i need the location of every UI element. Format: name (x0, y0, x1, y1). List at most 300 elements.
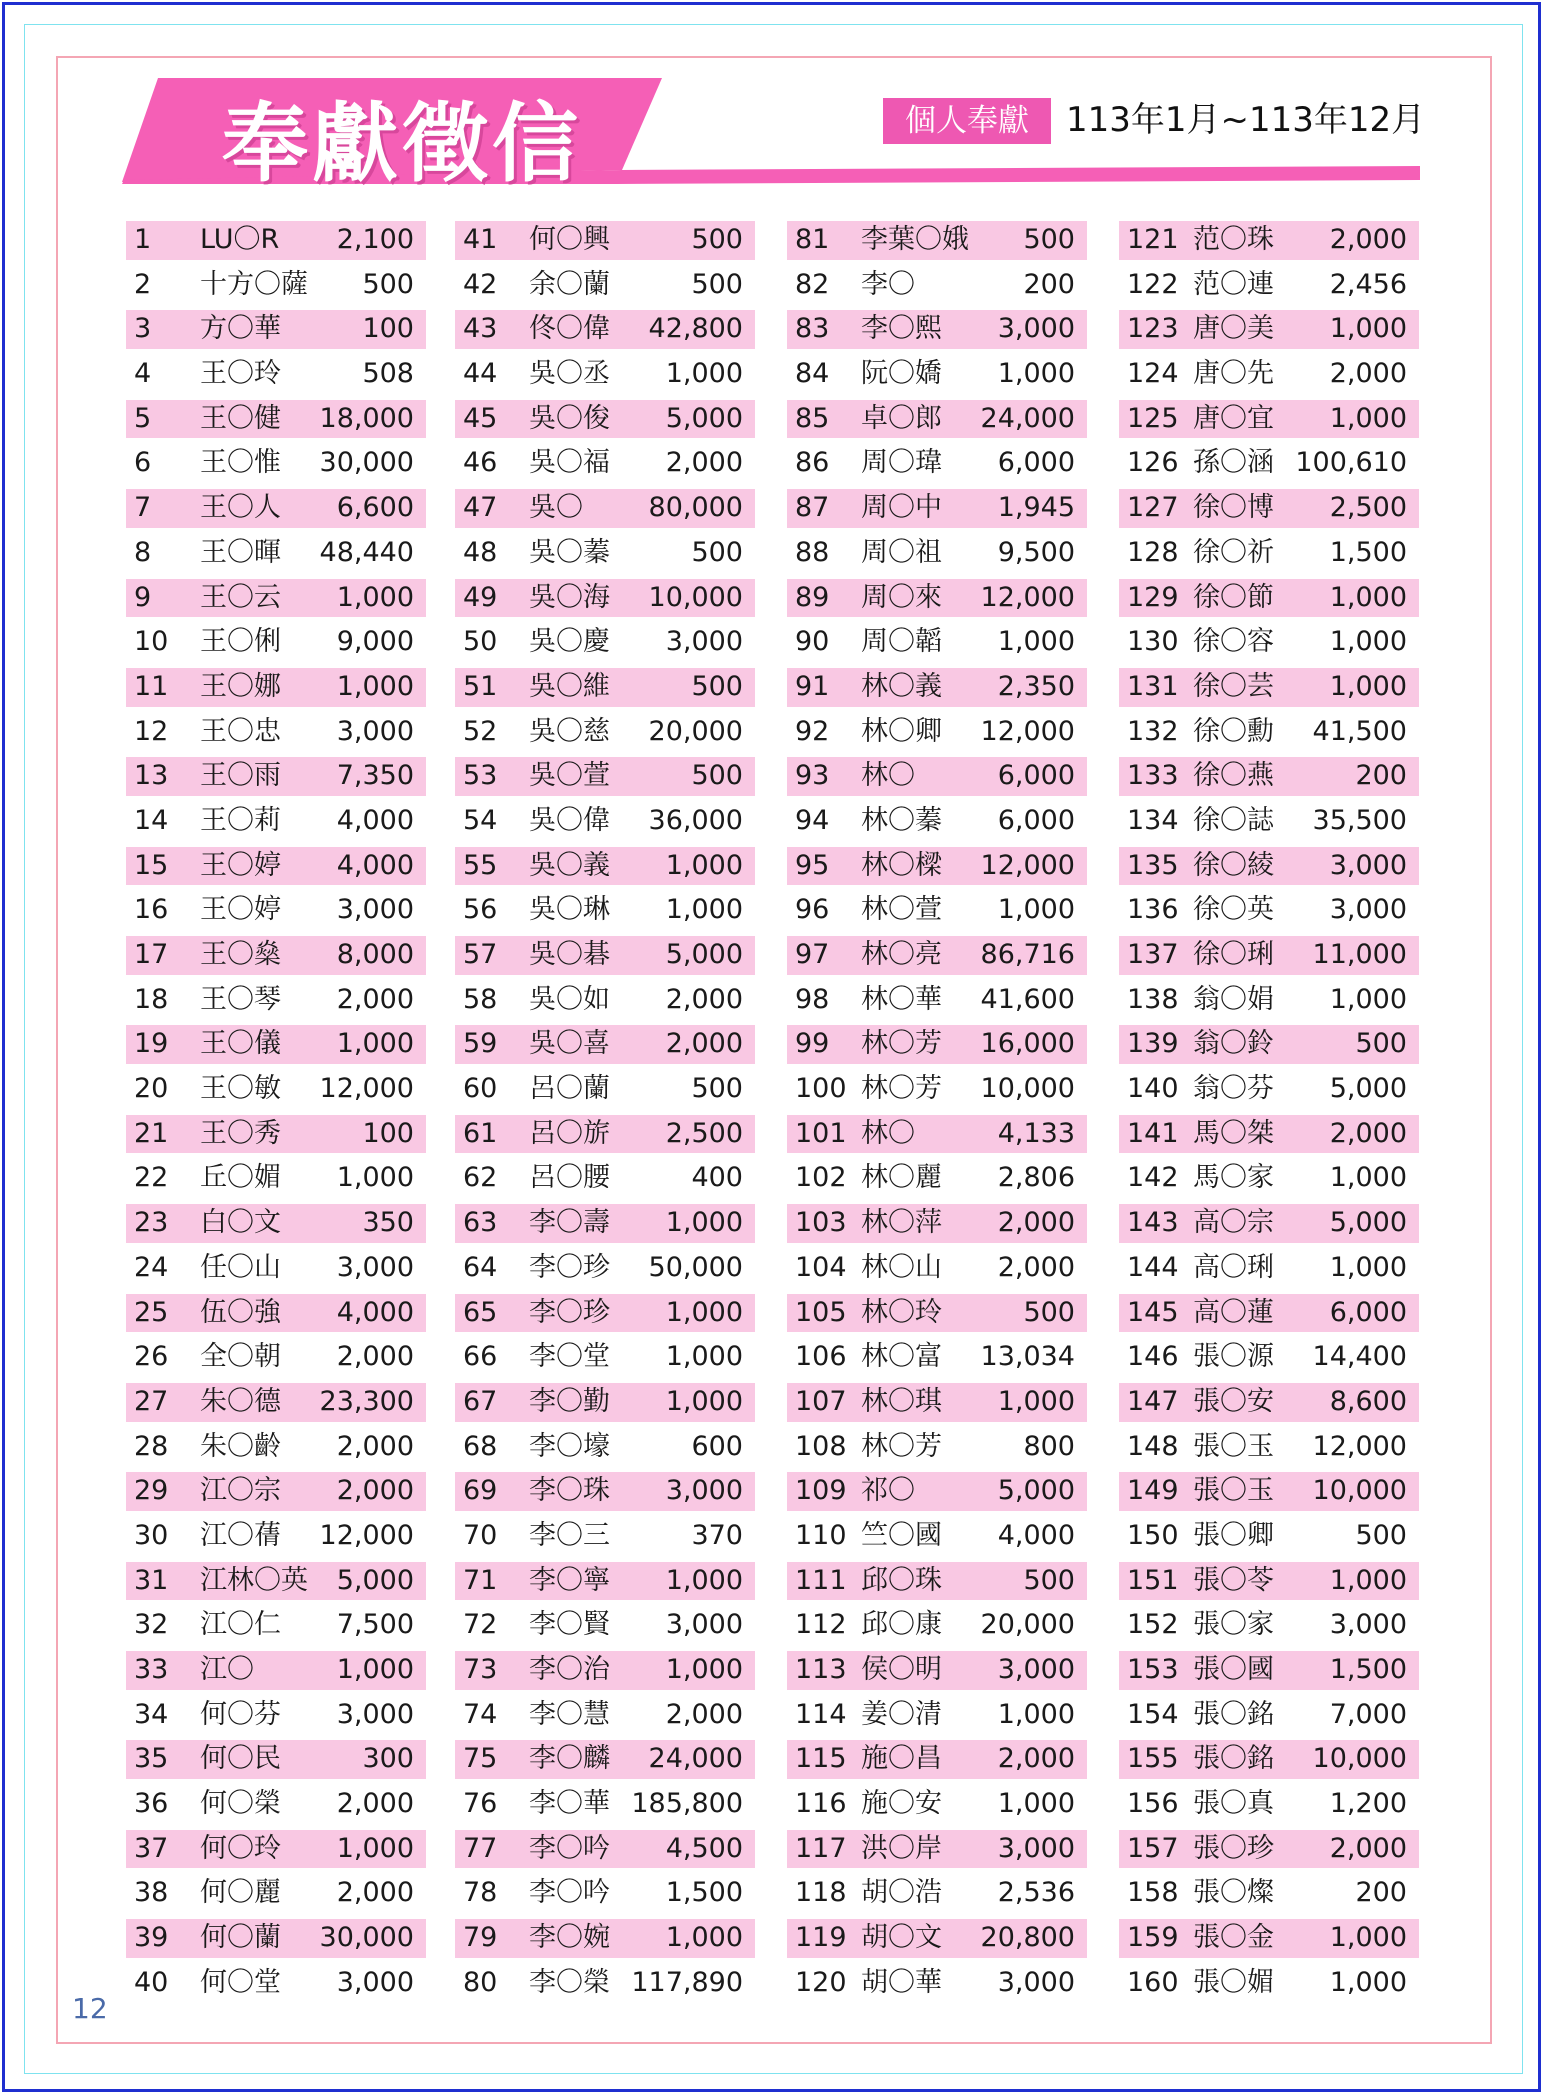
donor-row (455, 1335, 755, 1380)
donor-name: 吳〇海 (529, 581, 610, 613)
donation-amount: 5,000 (665, 402, 743, 434)
donation-amount: 2,000 (665, 1698, 743, 1730)
donor-row (1119, 1961, 1419, 2006)
donor-name: 林〇琪 (861, 1385, 942, 1417)
donor-number: 148 (1127, 1430, 1179, 1462)
donor-number: 35 (134, 1743, 169, 1775)
donor-number: 10 (134, 626, 169, 658)
donor-number: 4 (134, 358, 152, 390)
donation-amount: 1,000 (665, 849, 743, 881)
donor-number: 131 (1127, 670, 1179, 702)
donation-amount: 500 (691, 536, 743, 568)
donor-number: 84 (795, 358, 830, 390)
donation-amount: 2,000 (665, 447, 743, 479)
donor-name: 王〇莉 (200, 804, 281, 836)
donor-name: 何〇榮 (200, 1788, 281, 1820)
donor-row (455, 1156, 755, 1201)
donation-amount: 1,200 (1329, 1788, 1407, 1820)
donor-row (455, 1201, 755, 1246)
donation-amount: 3,000 (336, 894, 414, 926)
donation-amount: 3,000 (997, 1832, 1075, 1864)
donor-name: 邱〇珠 (861, 1564, 942, 1596)
donation-amount: 3,000 (665, 1475, 743, 1507)
donation-amount: 200 (1355, 760, 1407, 792)
donor-row (1119, 397, 1419, 442)
donor-name: 李〇吟 (529, 1877, 610, 1909)
donation-amount: 2,100 (336, 224, 414, 255)
donor-row (126, 352, 426, 397)
donor-name: 張〇玉 (1193, 1430, 1274, 1462)
donor-row (126, 1514, 426, 1559)
donor-number: 115 (795, 1743, 847, 1775)
donor-row (126, 665, 426, 710)
donation-amount: 1,000 (997, 1385, 1075, 1417)
donation-amount: 2,000 (336, 1877, 414, 1909)
donor-number: 154 (1127, 1698, 1179, 1730)
donor-row (455, 1246, 755, 1291)
donor-name: 周〇祖 (861, 536, 942, 568)
donor-row (787, 1425, 1087, 1470)
donor-number: 91 (795, 670, 830, 702)
donor-row (787, 1469, 1087, 1514)
donor-name: 張〇苓 (1193, 1564, 1274, 1596)
donation-amount: 1,000 (665, 1654, 743, 1685)
donor-row (126, 1827, 426, 1872)
donor-name: 翁〇娟 (1193, 983, 1274, 1015)
donor-number: 98 (795, 983, 830, 1015)
donor-name: 吳〇丞 (529, 358, 610, 390)
donation-amount: 2,000 (336, 1430, 414, 1462)
donation-amount: 3,000 (336, 1251, 414, 1283)
donor-number: 78 (463, 1877, 498, 1909)
donor-row (455, 1514, 755, 1559)
donation-amount: 1,000 (665, 1922, 743, 1954)
donation-amount: 1,000 (336, 1654, 414, 1685)
donor-number: 46 (463, 447, 498, 479)
donation-amount: 1,000 (336, 1162, 414, 1194)
donation-amount: 1,000 (1329, 1966, 1407, 1998)
donor-row (126, 933, 426, 978)
donor-row (126, 531, 426, 576)
donor-number: 94 (795, 804, 830, 836)
donation-amount: 2,000 (997, 1207, 1075, 1239)
donor-row (1119, 576, 1419, 621)
donation-amount: 3,000 (665, 626, 743, 658)
donor-name: 王〇儀 (200, 1028, 281, 1060)
donor-row (455, 665, 755, 710)
donor-number: 153 (1127, 1654, 1179, 1685)
donor-number: 109 (795, 1475, 847, 1507)
donation-amount: 2,350 (997, 670, 1075, 702)
donor-number: 144 (1127, 1251, 1179, 1283)
donor-row (787, 1871, 1087, 1916)
donation-amount: 500 (1355, 1519, 1407, 1551)
donation-amount: 3,000 (997, 1654, 1075, 1685)
donation-amount: 100 (362, 1117, 414, 1149)
donor-row (126, 1961, 426, 2006)
donor-name: 李〇珠 (529, 1475, 610, 1507)
donor-row (455, 1693, 755, 1738)
donor-name: 竺〇國 (861, 1519, 942, 1551)
donor-name: 徐〇勳 (1193, 715, 1274, 747)
donor-number: 157 (1127, 1832, 1179, 1864)
donor-name: 吳〇義 (529, 849, 610, 881)
donor-row (787, 218, 1087, 263)
donor-name: 李〇三 (529, 1519, 610, 1551)
donor-name: 吳〇維 (529, 670, 610, 702)
donation-amount: 500 (1355, 1028, 1407, 1060)
donation-amount: 3,000 (997, 313, 1075, 345)
donation-amount: 86,716 (980, 939, 1075, 970)
donor-name: 李〇寧 (529, 1564, 610, 1596)
donation-amount: 4,000 (336, 849, 414, 881)
donation-amount: 8,000 (336, 939, 414, 970)
donor-name: 胡〇華 (861, 1966, 942, 1998)
donation-amount: 1,000 (1329, 1564, 1407, 1596)
donor-name: 吳〇喜 (529, 1028, 610, 1060)
donor-name: 周〇中 (861, 492, 942, 524)
donor-number: 27 (134, 1385, 169, 1417)
donor-number: 64 (463, 1251, 498, 1283)
donor-row (1119, 620, 1419, 665)
donor-number: 44 (463, 358, 498, 390)
donor-name: 徐〇節 (1193, 581, 1274, 613)
donor-number: 36 (134, 1788, 169, 1820)
donor-row (1119, 1693, 1419, 1738)
donor-name: 王〇俐 (200, 626, 281, 658)
donor-name: 吳〇如 (529, 983, 610, 1015)
donor-number: 134 (1127, 804, 1179, 836)
donor-number: 60 (463, 1073, 498, 1105)
donation-amount: 2,806 (997, 1162, 1075, 1194)
donation-amount: 200 (1355, 1877, 1407, 1909)
donor-number: 9 (134, 581, 152, 613)
donor-name: 翁〇鈴 (1193, 1028, 1274, 1060)
donor-name: 林〇萍 (861, 1207, 942, 1239)
donor-number: 139 (1127, 1028, 1179, 1060)
donor-row (455, 1871, 755, 1916)
donor-row (787, 1335, 1087, 1380)
donor-number: 110 (795, 1519, 847, 1551)
donation-amount: 185,800 (631, 1788, 743, 1820)
donor-number: 156 (1127, 1788, 1179, 1820)
donation-amount: 1,000 (997, 358, 1075, 390)
donor-name: 林〇芳 (861, 1430, 942, 1462)
donor-number: 121 (1127, 224, 1179, 255)
donor-row (787, 620, 1087, 665)
donor-row (126, 486, 426, 531)
donation-amount: 3,000 (336, 1698, 414, 1730)
donation-amount: 12,000 (1312, 1430, 1407, 1462)
donor-row (787, 1067, 1087, 1112)
donation-amount: 6,000 (1329, 1296, 1407, 1328)
donation-amount: 1,000 (997, 1788, 1075, 1820)
donor-row (455, 218, 755, 263)
donor-name: 張〇媚 (1193, 1966, 1274, 1998)
period-label: 113年1月~113年12月 (1066, 100, 1426, 140)
donor-name: 丘〇媚 (200, 1162, 281, 1194)
donor-number: 21 (134, 1117, 169, 1149)
donor-row (126, 1112, 426, 1157)
donor-name: 李〇慧 (529, 1698, 610, 1730)
donation-amount: 1,000 (1329, 626, 1407, 658)
donor-number: 69 (463, 1475, 498, 1507)
donation-amount: 10,000 (980, 1073, 1075, 1105)
donor-name: 林〇卿 (861, 715, 942, 747)
donation-amount: 7,000 (1329, 1698, 1407, 1730)
donor-number: 5 (134, 402, 152, 434)
donor-row (1119, 1514, 1419, 1559)
donor-name: 李〇堂 (529, 1341, 610, 1373)
donation-amount: 1,000 (1329, 581, 1407, 613)
donor-number: 67 (463, 1385, 498, 1417)
donor-row (455, 1648, 755, 1693)
donor-name: 吳〇萱 (529, 760, 610, 792)
donation-amount: 2,000 (997, 1743, 1075, 1775)
donor-row (1119, 1246, 1419, 1291)
donor-name: 李〇珍 (529, 1251, 610, 1283)
donor-name: 徐〇博 (1193, 492, 1274, 524)
donor-number: 155 (1127, 1743, 1179, 1775)
donor-name: 張〇珍 (1193, 1832, 1274, 1864)
donor-row (787, 1737, 1087, 1782)
donation-amount: 1,000 (997, 894, 1075, 926)
donor-number: 25 (134, 1296, 169, 1328)
donor-row (126, 307, 426, 352)
donor-number: 52 (463, 715, 498, 747)
donation-amount: 1,000 (336, 1028, 414, 1060)
donor-number: 8 (134, 536, 152, 568)
donation-amount: 80,000 (648, 492, 743, 524)
donor-number: 158 (1127, 1877, 1179, 1909)
donor-number: 59 (463, 1028, 498, 1060)
donor-row (1119, 531, 1419, 576)
donor-row (787, 1156, 1087, 1201)
donor-name: 朱〇德 (200, 1385, 281, 1417)
donor-row (1119, 352, 1419, 397)
donor-row (126, 844, 426, 889)
donor-row (787, 307, 1087, 352)
donor-row (126, 620, 426, 665)
donor-name: 李〇壕 (529, 1430, 610, 1462)
donor-name: 吳〇慈 (529, 715, 610, 747)
donor-number: 129 (1127, 581, 1179, 613)
donation-amount: 1,000 (665, 894, 743, 926)
donor-row (787, 1693, 1087, 1738)
donor-row (787, 1246, 1087, 1291)
page-number: 12 (72, 1992, 108, 2025)
donor-name: 伍〇強 (200, 1296, 281, 1328)
donor-name: 徐〇祈 (1193, 536, 1274, 568)
donation-amount: 35,500 (1312, 804, 1407, 836)
donor-name: 祁〇 (861, 1475, 915, 1507)
donor-row (126, 441, 426, 486)
donor-row (787, 1961, 1087, 2006)
donation-amount: 2,000 (336, 1788, 414, 1820)
donor-number: 111 (795, 1564, 847, 1596)
donation-amount: 5,000 (336, 1564, 414, 1596)
donor-name: 吳〇琳 (529, 894, 610, 926)
donor-row (126, 1201, 426, 1246)
donor-row (126, 1782, 426, 1827)
donor-number: 92 (795, 715, 830, 747)
donor-row (455, 576, 755, 621)
donor-number: 138 (1127, 983, 1179, 1015)
donation-amount: 12,000 (319, 1073, 414, 1105)
donation-amount: 2,000 (665, 1028, 743, 1060)
donor-name: 林〇亮 (861, 939, 942, 970)
donor-number: 150 (1127, 1519, 1179, 1551)
donor-name: 徐〇芸 (1193, 670, 1274, 702)
donor-number: 88 (795, 536, 830, 568)
donor-row (455, 307, 755, 352)
donation-amount: 7,350 (336, 760, 414, 792)
donor-row (1119, 263, 1419, 308)
donor-number: 100 (795, 1073, 847, 1105)
donor-number: 34 (134, 1698, 169, 1730)
donor-row (455, 888, 755, 933)
donation-amount: 2,000 (1329, 1832, 1407, 1864)
donor-name: 李葉〇娥 (861, 224, 969, 255)
donor-number: 55 (463, 849, 498, 881)
donation-amount: 4,000 (336, 1296, 414, 1328)
donation-amount: 6,000 (997, 760, 1075, 792)
donor-row (1119, 1782, 1419, 1827)
donor-row (787, 1380, 1087, 1425)
donor-row (455, 1782, 755, 1827)
donor-name: 王〇秀 (200, 1117, 281, 1149)
donor-number: 73 (463, 1654, 498, 1685)
donor-row (126, 397, 426, 442)
donor-row (787, 888, 1087, 933)
donor-row (1119, 1648, 1419, 1693)
donor-name: 江林〇英 (200, 1564, 308, 1596)
donor-name: 林〇萱 (861, 894, 942, 926)
donor-row (126, 218, 426, 263)
donor-number: 20 (134, 1073, 169, 1105)
donor-number: 57 (463, 939, 498, 970)
donor-number: 103 (795, 1207, 847, 1239)
donation-amount: 500 (1023, 1564, 1075, 1596)
donation-amount: 1,000 (665, 358, 743, 390)
donor-column-1 (126, 218, 426, 2006)
donor-row (126, 1291, 426, 1336)
donor-name: 王〇雨 (200, 760, 281, 792)
donation-amount: 3,000 (1329, 849, 1407, 881)
donor-name: 林〇芳 (861, 1028, 942, 1060)
donation-amount: 1,000 (336, 1832, 414, 1864)
donation-amount: 2,000 (1329, 224, 1407, 255)
donor-number: 79 (463, 1922, 498, 1954)
donor-row (455, 620, 755, 665)
donor-name: 唐〇美 (1193, 313, 1274, 345)
donor-number: 61 (463, 1117, 498, 1149)
donor-number: 6 (134, 447, 152, 479)
donor-number: 53 (463, 760, 498, 792)
donor-number: 13 (134, 760, 169, 792)
donor-row (1119, 978, 1419, 1023)
donor-name: 張〇金 (1193, 1922, 1274, 1954)
donation-amount: 10,000 (648, 581, 743, 613)
donor-name: 王〇娜 (200, 670, 281, 702)
donor-row (787, 844, 1087, 889)
donor-number: 125 (1127, 402, 1179, 434)
donor-number: 135 (1127, 849, 1179, 881)
donor-number: 82 (795, 268, 830, 300)
donor-name: 何〇堂 (200, 1966, 281, 1998)
donor-name: 王〇人 (200, 492, 281, 524)
donation-amount: 14,400 (1312, 1341, 1407, 1373)
donor-row (455, 844, 755, 889)
donor-name: 吳〇慶 (529, 626, 610, 658)
donor-name: 張〇真 (1193, 1788, 1274, 1820)
donor-number: 89 (795, 581, 830, 613)
donor-column-2 (455, 218, 755, 2006)
donor-name: 唐〇宜 (1193, 402, 1274, 434)
donation-amount: 4,000 (336, 804, 414, 836)
donation-amount: 1,000 (1329, 313, 1407, 345)
donor-number: 37 (134, 1832, 169, 1864)
donor-row (126, 1603, 426, 1648)
donor-name: 林〇樑 (861, 849, 942, 881)
donor-number: 24 (134, 1251, 169, 1283)
donor-name: 李〇榮 (529, 1966, 610, 1998)
donor-row (126, 799, 426, 844)
donation-amount: 100,610 (1295, 447, 1407, 479)
donation-amount: 3,000 (665, 1609, 743, 1641)
donor-name: 王〇忠 (200, 715, 281, 747)
donor-number: 70 (463, 1519, 498, 1551)
donor-name: 徐〇誌 (1193, 804, 1274, 836)
donor-number: 15 (134, 849, 169, 881)
donation-amount: 1,000 (1329, 402, 1407, 434)
donor-number: 7 (134, 492, 152, 524)
donor-number: 43 (463, 313, 498, 345)
donor-name: 張〇家 (1193, 1609, 1274, 1641)
donor-number: 65 (463, 1296, 498, 1328)
donor-name: 林〇山 (861, 1251, 942, 1283)
donor-row (126, 1246, 426, 1291)
donor-row (787, 754, 1087, 799)
donor-row (1119, 844, 1419, 889)
donor-row (126, 1871, 426, 1916)
donor-name: 方〇華 (200, 313, 281, 345)
donor-number: 96 (795, 894, 830, 926)
donation-amount: 3,000 (336, 715, 414, 747)
donation-amount: 500 (1023, 1296, 1075, 1328)
donation-amount: 117,890 (631, 1966, 743, 1998)
donor-row (455, 1112, 755, 1157)
donor-row (455, 933, 755, 978)
donor-row (1119, 1737, 1419, 1782)
donor-number: 63 (463, 1207, 498, 1239)
donor-number: 2 (134, 268, 152, 300)
donation-amount: 12,000 (980, 849, 1075, 881)
donor-row (1119, 218, 1419, 263)
donor-row (1119, 1112, 1419, 1157)
donor-number: 112 (795, 1609, 847, 1641)
donor-row (787, 486, 1087, 531)
donor-row (455, 1737, 755, 1782)
donation-amount: 800 (1023, 1430, 1075, 1462)
donor-name: 唐〇先 (1193, 358, 1274, 390)
donor-row (126, 1335, 426, 1380)
donor-number: 51 (463, 670, 498, 702)
donor-number: 124 (1127, 358, 1179, 390)
donor-number: 74 (463, 1698, 498, 1730)
donor-number: 133 (1127, 760, 1179, 792)
donor-row (787, 978, 1087, 1023)
